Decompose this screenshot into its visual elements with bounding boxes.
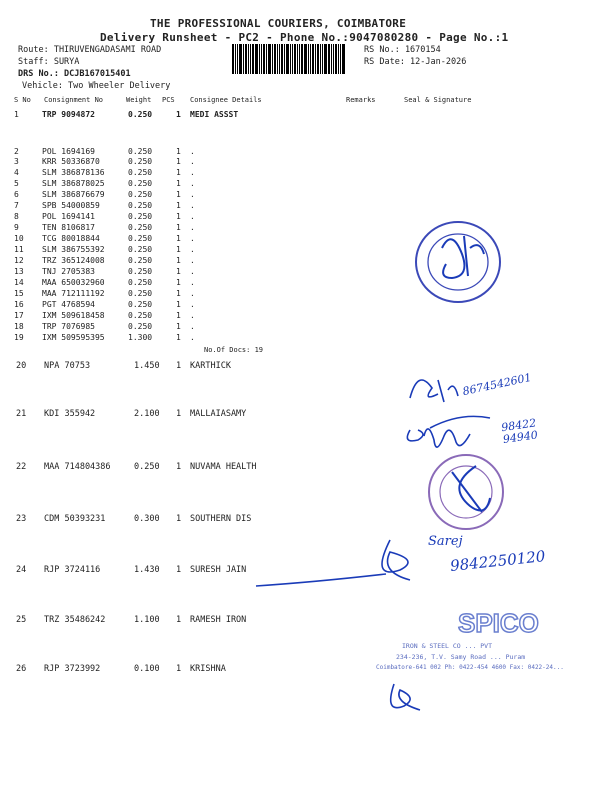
cell-sno: 11 xyxy=(14,245,24,254)
cell-pcs: 1 xyxy=(176,289,181,298)
cell-sno: 9 xyxy=(14,223,19,232)
cell-pcs: 1 xyxy=(176,267,181,276)
cell-sno: 5 xyxy=(14,179,19,188)
cell-consignee: KARTHICK xyxy=(190,361,231,371)
col-consignment: Consignment No xyxy=(44,96,104,104)
cell-weight: 0.250 xyxy=(128,201,153,210)
cell-consignee: . xyxy=(190,212,195,221)
cell-weight: 0.250 xyxy=(128,168,153,177)
cell-pcs: 1 xyxy=(176,190,181,199)
cell-sno: 25 xyxy=(16,615,27,625)
cell-weight: 0.250 xyxy=(128,157,153,166)
cell-cons: IXM 509618458 xyxy=(42,311,105,320)
cell-weight: 0.250 xyxy=(128,278,153,287)
cell-consignee: . xyxy=(190,278,195,287)
docs-count: No.Of Docs: 19 xyxy=(204,346,264,354)
col-signature: Seal & Signature xyxy=(404,96,472,104)
cell-cons: TRP 9094872 xyxy=(42,110,95,119)
cell-weight: 0.100 xyxy=(134,664,160,674)
cell-consignee: KRISHNA xyxy=(190,664,226,674)
cell-cons: RJP 3723992 xyxy=(44,664,101,674)
cell-pcs: 1 xyxy=(176,311,181,320)
company-name: THE PROFESSIONAL COURIERS, COIMBATORE xyxy=(150,17,407,30)
cell-consignee: . xyxy=(190,190,195,199)
cell-sno: 4 xyxy=(14,168,19,177)
staff-label: Staff: SURYA xyxy=(18,57,80,67)
cell-cons: CDM 50393231 xyxy=(44,514,106,524)
cell-cons: TRZ 365124008 xyxy=(42,256,105,265)
cell-cons: NPA 70753 xyxy=(44,361,91,371)
cell-cons: TEN 8106817 xyxy=(42,223,95,232)
cell-cons: POL 1694169 xyxy=(42,147,95,156)
cell-consignee: . xyxy=(190,179,195,188)
signature-row24 xyxy=(250,530,450,600)
cell-sno: 13 xyxy=(14,267,24,276)
rs-number: RS No.: 1670154 xyxy=(364,45,441,55)
cell-weight: 0.250 xyxy=(128,289,153,298)
cell-sno: 24 xyxy=(16,565,27,575)
vehicle-label: Vehicle: Two Wheeler Delivery xyxy=(22,81,171,91)
cell-consignee: MEDI ASSST xyxy=(190,110,239,119)
cell-cons: MAA 712111192 xyxy=(42,289,105,298)
cell-consignee: SURESH JAIN xyxy=(190,565,247,575)
cell-sno: 21 xyxy=(16,409,27,419)
cell-sno: 22 xyxy=(16,462,27,472)
cell-consignee: . xyxy=(190,333,195,342)
col-sno: S No xyxy=(14,96,31,104)
cell-cons: MAA 650032960 xyxy=(42,278,105,287)
cell-sno: 8 xyxy=(14,212,19,221)
col-weight: Weight xyxy=(126,96,152,104)
cell-weight: 0.250 xyxy=(128,212,153,221)
cell-consignee: . xyxy=(190,267,195,276)
cell-pcs: 1 xyxy=(176,223,181,232)
cell-weight: 2.100 xyxy=(134,409,160,419)
cell-pcs: 1 xyxy=(176,664,182,674)
cell-sno: 1 xyxy=(14,110,19,119)
stamp-address-line: 234-236, T.V. Samy Road ... Puram xyxy=(396,653,526,661)
barcode xyxy=(232,44,358,74)
cell-consignee: . xyxy=(190,157,195,166)
cell-consignee: RAMESH IRON xyxy=(190,615,247,625)
cell-consignee: . xyxy=(190,234,195,243)
cell-pcs: 1 xyxy=(176,110,181,119)
cell-pcs: 1 xyxy=(176,234,181,243)
cell-consignee: . xyxy=(190,201,195,210)
cell-weight: 0.250 xyxy=(134,462,160,472)
cell-pcs: 1 xyxy=(176,361,182,371)
route-label: Route: THIRUVENGADASAMI ROAD xyxy=(18,45,162,55)
stamp-company-line: IRON & STEEL CO ... PVT xyxy=(402,642,493,650)
cell-weight: 1.100 xyxy=(134,615,160,625)
cell-pcs: 1 xyxy=(176,201,181,210)
cell-sno: 15 xyxy=(14,289,24,298)
cell-pcs: 1 xyxy=(176,333,181,342)
rs-date: RS Date: 12-Jan-2026 xyxy=(364,57,467,67)
cell-weight: 0.250 xyxy=(128,110,153,119)
cell-sno: 20 xyxy=(16,361,27,371)
cell-cons: SLM 386876679 xyxy=(42,190,105,199)
cell-cons: SLM 386755392 xyxy=(42,245,105,254)
cell-sno: 19 xyxy=(14,333,24,342)
cell-pcs: 1 xyxy=(176,615,182,625)
cell-consignee: . xyxy=(190,289,195,298)
company-logo-stamp xyxy=(448,604,558,640)
cell-cons: SLM 386878025 xyxy=(42,179,105,188)
round-seal-stamp-1 xyxy=(412,218,504,306)
cell-consignee: NUVAMA HEALTH xyxy=(190,462,257,472)
cell-weight: 0.250 xyxy=(128,190,153,199)
cell-sno: 3 xyxy=(14,157,19,166)
cell-consignee: . xyxy=(190,256,195,265)
col-consignee: Consignee Details xyxy=(190,96,262,104)
cell-consignee: . xyxy=(190,168,195,177)
cell-cons: KDI 355942 xyxy=(44,409,96,419)
cell-consignee: MALLAIASAMY xyxy=(190,409,247,419)
cell-pcs: 1 xyxy=(176,565,182,575)
cell-cons: PGT 4768594 xyxy=(42,300,95,309)
cell-pcs: 1 xyxy=(176,322,181,331)
cell-weight: 0.250 xyxy=(128,311,153,320)
handwritten-phone-row21: 98422 94940 xyxy=(500,416,539,447)
cell-weight: 0.250 xyxy=(128,223,153,232)
cell-pcs: 1 xyxy=(176,300,181,309)
cell-sno: 18 xyxy=(14,322,24,331)
cell-weight: 1.430 xyxy=(134,565,160,575)
cell-pcs: 1 xyxy=(176,157,181,166)
cell-cons: TRP 7076985 xyxy=(42,322,95,331)
cell-weight: 0.250 xyxy=(128,267,153,276)
drs-number: DRS No.: DCJB167015401 xyxy=(18,69,131,79)
cell-sno: 7 xyxy=(14,201,19,210)
stamp-phone-line: Coimbatore-641 002 Ph: 0422-454 4600 Fax: 0422-24... xyxy=(376,664,564,671)
cell-weight: 0.250 xyxy=(128,147,153,156)
cell-cons: KRR 50336870 xyxy=(42,157,100,166)
cell-consignee: . xyxy=(190,147,195,156)
cell-cons: POL 1694141 xyxy=(42,212,95,221)
cell-consignee: . xyxy=(190,322,195,331)
cell-pcs: 1 xyxy=(176,256,181,265)
cell-consignee: . xyxy=(190,311,195,320)
signature-row26 xyxy=(380,676,440,716)
cell-cons: TNJ 2705383 xyxy=(42,267,95,276)
cell-sno: 10 xyxy=(14,234,24,243)
cell-cons: IXM 509595395 xyxy=(42,333,105,342)
cell-consignee: . xyxy=(190,245,195,254)
cell-sno: 23 xyxy=(16,514,27,524)
handwritten-name-row24: Sarej xyxy=(428,534,463,549)
cell-weight: 0.250 xyxy=(128,245,153,254)
cell-sno: 14 xyxy=(14,278,24,287)
cell-sno: 26 xyxy=(16,664,27,674)
cell-weight: 0.250 xyxy=(128,179,153,188)
col-pcs: PCS xyxy=(162,96,175,104)
cell-sno: 16 xyxy=(14,300,24,309)
cell-cons: TRZ 35486242 xyxy=(44,615,106,625)
handwritten-phone-row24: 9842250120 xyxy=(449,547,547,575)
cell-weight: 1.450 xyxy=(134,361,160,371)
cell-consignee: . xyxy=(190,223,195,232)
cell-pcs: 1 xyxy=(176,278,181,287)
cell-sno: 17 xyxy=(14,311,24,320)
runsheet-title: Delivery Runsheet - PC2 - Phone No.:9047080280 - Page No.:1 xyxy=(100,31,509,44)
cell-consignee: SOUTHERN DIS xyxy=(190,514,252,524)
cell-weight: 0.250 xyxy=(128,256,153,265)
cell-cons: RJP 3724116 xyxy=(44,565,101,575)
cell-weight: 0.300 xyxy=(134,514,160,524)
cell-pcs: 1 xyxy=(176,168,181,177)
cell-pcs: 1 xyxy=(176,409,182,419)
cell-weight: 0.250 xyxy=(128,300,153,309)
signature-row21 xyxy=(400,410,510,460)
cell-sno: 2 xyxy=(14,147,19,156)
cell-weight: 0.250 xyxy=(128,322,153,331)
cell-weight: 0.250 xyxy=(128,234,153,243)
cell-cons: MAA 714804386 xyxy=(44,462,111,472)
cell-sno: 12 xyxy=(14,256,24,265)
cell-pcs: 1 xyxy=(176,462,182,472)
round-seal-stamp-2 xyxy=(426,452,506,532)
svg-text:SPICO: SPICO xyxy=(458,608,539,638)
cell-pcs: 1 xyxy=(176,212,181,221)
cell-pcs: 1 xyxy=(176,179,181,188)
cell-weight: 1.300 xyxy=(128,333,153,342)
cell-pcs: 1 xyxy=(176,514,182,524)
cell-cons: SPB 54000859 xyxy=(42,201,100,210)
cell-cons: TCG 80018844 xyxy=(42,234,100,243)
cell-sno: 6 xyxy=(14,190,19,199)
cell-pcs: 1 xyxy=(176,245,181,254)
handwritten-phone-row20: 8674542601 xyxy=(461,370,533,399)
cell-pcs: 1 xyxy=(176,147,181,156)
cell-consignee: . xyxy=(190,300,195,309)
cell-cons: SLM 386878136 xyxy=(42,168,105,177)
col-remarks: Remarks xyxy=(346,96,376,104)
